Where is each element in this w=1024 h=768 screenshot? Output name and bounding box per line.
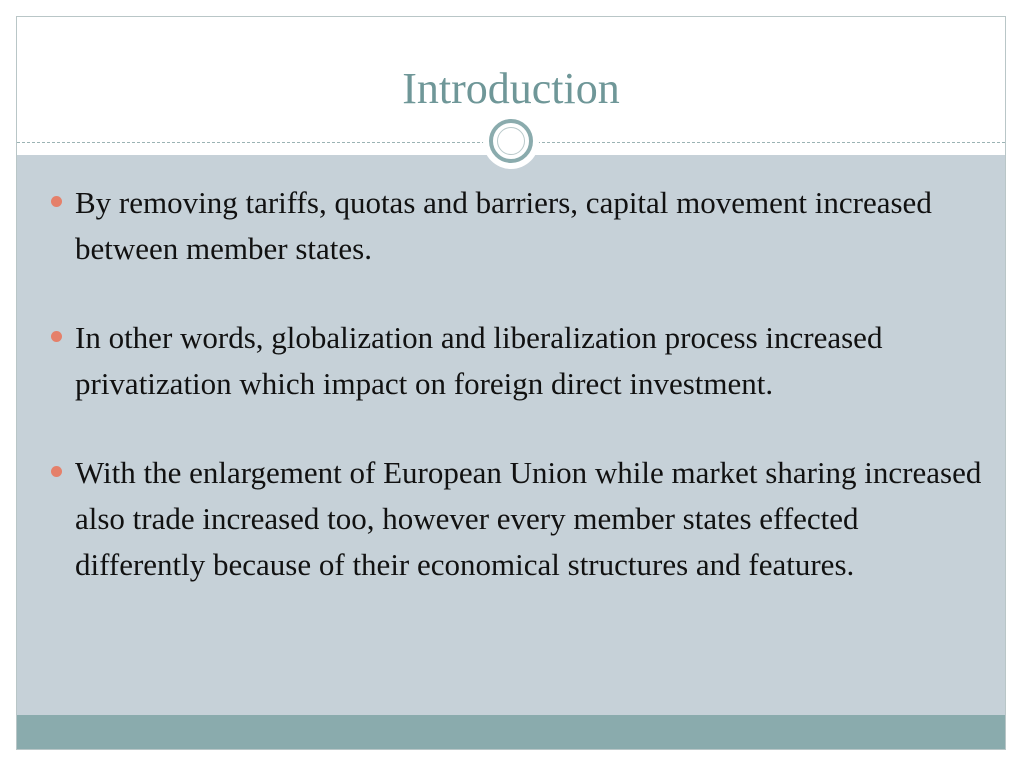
ornament-ring — [489, 119, 533, 163]
bullet-dot-icon — [51, 466, 62, 477]
bullet-text: With the enlargement of European Union while market sharing increased also trade increased too, however every member states effected differently because of their economical structures and features. — [75, 455, 982, 582]
bullet-item — [46, 180, 986, 272]
bullet-item — [46, 450, 986, 588]
bullet-text: By removing tariffs, quotas and barriers, capital movement increased between member states. — [75, 185, 932, 266]
bullet-item — [46, 315, 986, 407]
bullet-dot-icon — [51, 331, 62, 342]
bullet-text: In other words, globalization and liberalization process increased privatization which impact on foreign direct investment. — [75, 320, 883, 401]
bullet-dot-icon — [51, 196, 62, 207]
footer-bar — [17, 715, 1005, 749]
bullet-list — [46, 180, 986, 631]
slide-title: Introduction — [402, 64, 620, 113]
circle-ornament-icon — [483, 113, 539, 169]
ornament-inner-ring — [497, 127, 525, 155]
